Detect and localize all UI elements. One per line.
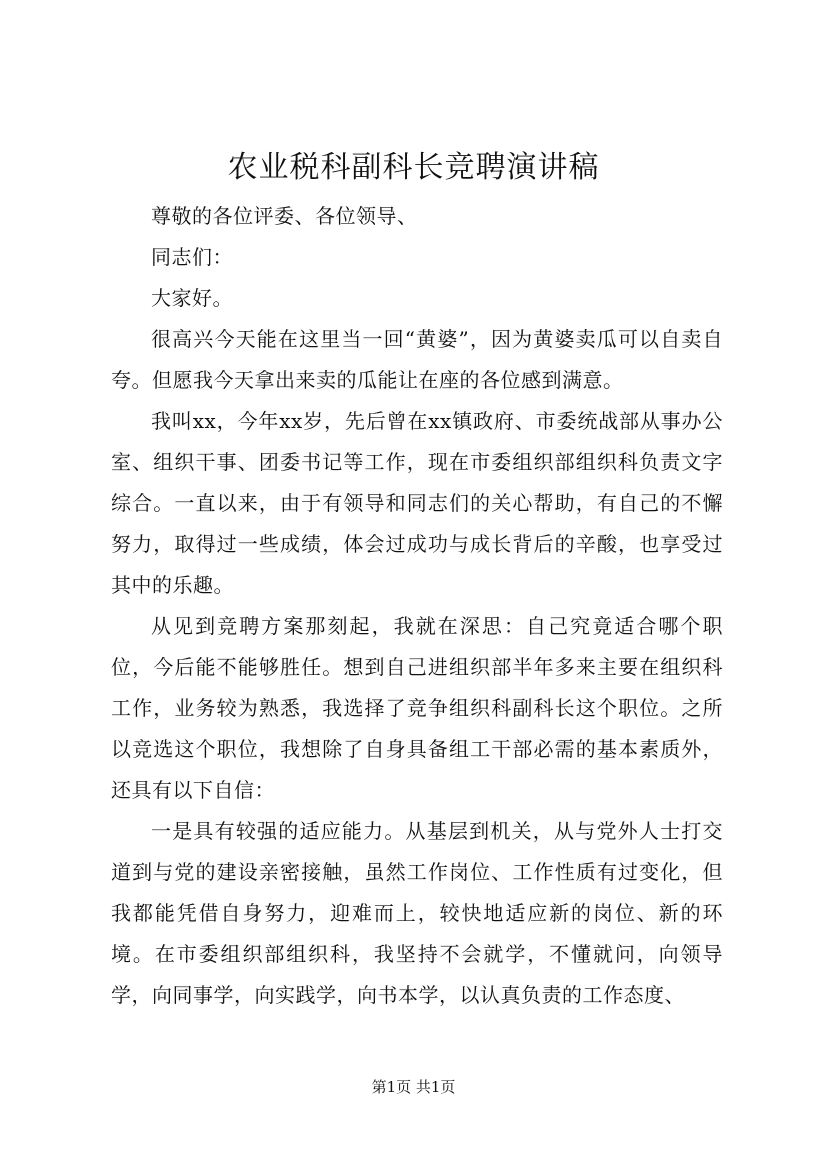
body-paragraph: 一是具有较强的适应能力。从基层到机关，从与党外人士打交道到与党的建设亲密接触，虽然工作岗位、工作性质有过变化，但我都能凭借自身努力，迎难而上，较快地适应新的岗位、新的环境。在市委组织部组织科，我坚持不会就学，不懂就问，向领导学，向同事学，向实践学，向书本学，以认真负责的工作态度、	[111, 819, 723, 1007]
body-paragraph: 从见到竞聘方案那刻起，我就在深思：自己究竟适合哪个职位，今后能不能够胜任。想到自己进组织部半年多来主要在组织科工作，业务较为熟悉，我选择了竞争组织科副科长这个职位。之所以竞选这个职位，我想除了自身具备组工干部必需的基本素质外，还具有以下自信：	[111, 614, 723, 802]
greeting-paragraph: 大家好。	[151, 286, 233, 310]
body-paragraph: 我叫xx，今年xx岁，先后曾在xx镇政府、市委统战部从事办公室、组织干事、团委书记等工作，现在市委组织部组织科负责文字综合。一直以来，由于有领导和同志们的关心帮助，有自己的不懈努力，取得过一些成绩，体会过成功与成长背后的辛酸，也享受过其中的乐趣。	[111, 409, 723, 597]
salutation-paragraph: 尊敬的各位评委、各位领导、	[151, 204, 418, 228]
document-body	[111, 196, 723, 1016]
salutation-paragraph: 同志们：	[151, 245, 233, 269]
document-title: 农业税科副科长竞聘演讲稿	[227, 150, 600, 185]
body-paragraph: 很高兴今天能在这里当一回“黄婆”，因为黄婆卖瓜可以自卖自夸。但愿我今天拿出来卖的瓜能让在座的各位感到满意。	[111, 327, 723, 392]
page-number-footer: 第1页 共1页	[371, 1078, 456, 1096]
